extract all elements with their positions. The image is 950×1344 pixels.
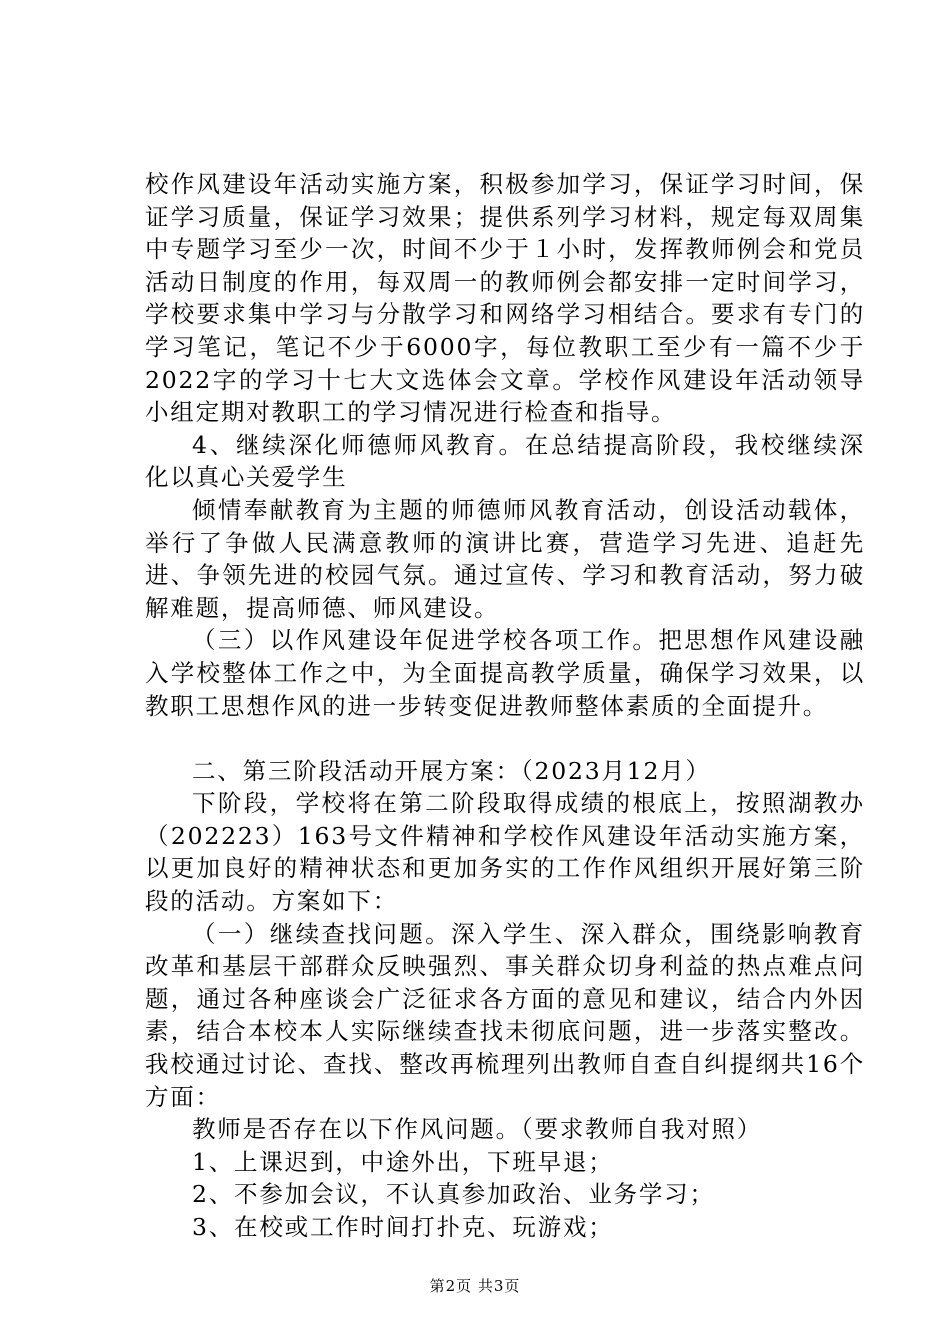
paragraph-item-4: 4、继续深化师德师风教育。在总结提高阶段，我校继续深化以真心关爱学生: [145, 430, 865, 492]
document-body: [145, 168, 865, 1244]
list-item-2: 2、不参加会议，不认真参加政治、业务学习；: [192, 1180, 715, 1209]
list-item-1: 1、上课迟到，中途外出，下班早退；: [192, 1147, 614, 1176]
paragraph-section-three: （三）以作风建设年促进学校各项工作。把思想作风建设融入学校整体工作之中，为全面提高教学质量，确保学习效果，以教职工思想作风的进一步转变促进教师整体素质的全面提升。: [145, 626, 865, 720]
paragraph-spacer: [145, 722, 865, 755]
paragraph-self-check-intro: 教师是否存在以下作风问题。（要求教师自我对照）: [192, 1115, 763, 1144]
list-item-3: 3、在校或工作时间打扑克、玩游戏；: [192, 1213, 614, 1241]
page-footer: 第2页 共3页: [429, 1277, 521, 1295]
paragraph-study-requirements: 校作风建设年活动实施方案，积极参加学习，保证学习时间，保证学习质量，保证学习效果；提供系列学习材料，规定每双周集中专题学习至少一次，时间不少于１小时，发挥教师例会和党员活动日制度的作用，每双周一的教师例会都安排一定时间学习，学校要求集中学习与分散学习和网络学习相结合。要求有专门的学习笔记，笔记不少于6000字，每位教职工至少有一篇不少于2022字的学习十七大文选体会文章。学校作风建设年活动领导小组定期对教职工的学习情况进行检查和指导。: [145, 170, 865, 427]
paragraph-ethics-education: 倾情奉献教育为主题的师德师风教育活动，创设活动载体，举行了争做人民满意教师的演讲比赛，营造学习先进、追赶先进、争领先进的校园气氛。通过宣传、学习和教育活动，努力破解难题，提高师德、师风建设。: [145, 495, 865, 622]
paragraph-find-problems: （一）继续查找问题。深入学生、深入群众，围绕影响教育改革和基层干部群众反映强烈、事关群众切身利益的热点难点问题，通过各种座谈会广泛征求各方面的意见和建议，结合内外因素，结合本校本人实际继续查找未彻底问题，进一步落实整改。我校通过讨论、查找、整改再梳理列出教师自查自纠提纲共16个方面：: [145, 919, 865, 1111]
section-heading-stage-three: 二、第三阶段活动开展方案：（2023月12月）: [192, 756, 711, 785]
paragraph-next-stage: 下阶段，学校将在第二阶段取得成绩的根底上，按照湖教办（202223）163号文件精神和学校作风建设年活动实施方案，以更加良好的精神状态和更加务实的工作作风组织开展好第三阶段的活动。方案如下：: [145, 789, 865, 916]
